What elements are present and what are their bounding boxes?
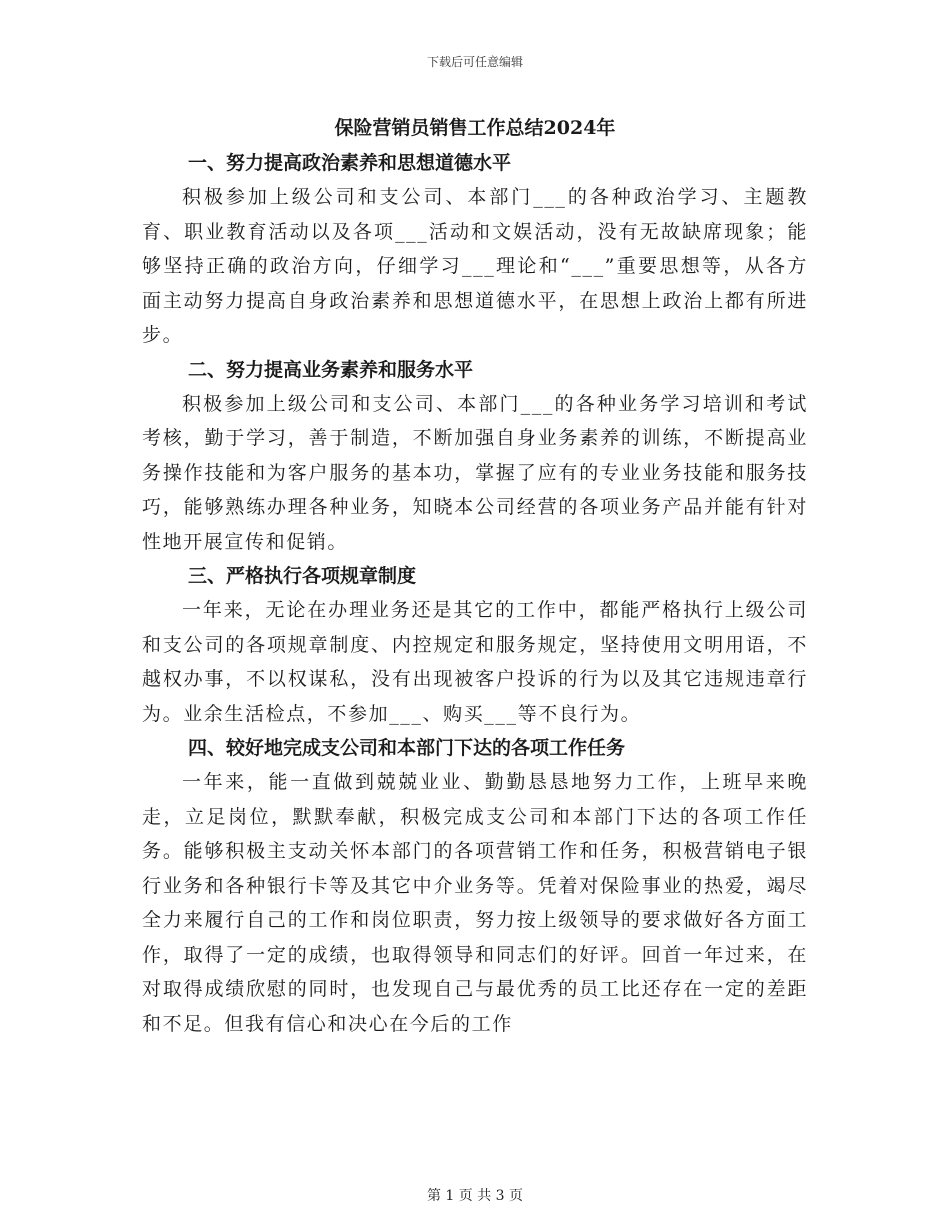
section-heading-4: 四、较好地完成支公司和本部门下达的各项工作任务 xyxy=(188,737,626,759)
section-paragraph-4: 一年来，能一直做到兢兢业业、勤勤恳恳地努力工作，上班早来晚走，立足岗位，默默奉献，积极完成支公司和本部门下达的各项工作任务。能够积极主支动关怀本部门的各项营销工作和任务，积极营销电子银行业务和各种银行卡等及其它中介业务等。凭着对保险事业的热爱，竭尽全力来履行自己的工作和岗位职责，努力按上级领导的要求做好各方面工作，取得了一定的成绩，也取得领导和同志们的好评。回首一年过来，在对取得成绩欣慰的同时，也发现自己与最优秀的员工比还存在一定的差距和不足。但我有信心和决心在今后的工作 xyxy=(142,771,808,1035)
section-heading-3: 三、严格执行各项规章制度 xyxy=(188,565,417,587)
page-header-note: 下载后可任意编辑 xyxy=(426,55,523,69)
section-paragraph-3: 一年来，无论在办理业务还是其它的工作中，都能严格执行上级公司和支公司的各项规章制度、内控规定和服务规定，坚持使用文明用语，不越权办事，不以权谋私，没有出现被客户投诉的行为以及其它违规违章行为。业余生活检点，不参加___、购买___等不良行为。 xyxy=(142,599,808,725)
document-title: 保险营销员销售工作总结2024年 xyxy=(334,117,616,139)
section-heading-1: 一、努力提高政治素养和思想道德水平 xyxy=(188,152,512,174)
section-heading-2: 二、努力提高业务素养和服务水平 xyxy=(188,358,474,381)
section-paragraph-2: 积极参加上级公司和支公司、本部门___的各种业务学习培训和考试考核，勤于学习，善于制造，不断加强自身业务素养的训练，不断提高业务操作技能和为客户服务的基本功，掌握了应有的专业业务技能和服务技巧，能够熟练办理各种业务，知晓本公司经营的各项业务产品并能有针对性地开展宣传和促销。 xyxy=(142,392,808,553)
document-body xyxy=(142,110,808,1041)
page-number-footer: 第 1 页 共 3 页 xyxy=(426,1188,524,1204)
section-paragraph-1: 积极参加上级公司和支公司、本部门___的各种政治学习、主题教育、职业教育活动以及各项___活动和文娱活动，没有无故缺席现象；能够坚持正确的政治方向，仔细学习___理论和“___”重要思想等，从各方面主动努力提高自身政治素养和思想道德水平，在思想上政治上都有所进步。 xyxy=(142,186,808,346)
